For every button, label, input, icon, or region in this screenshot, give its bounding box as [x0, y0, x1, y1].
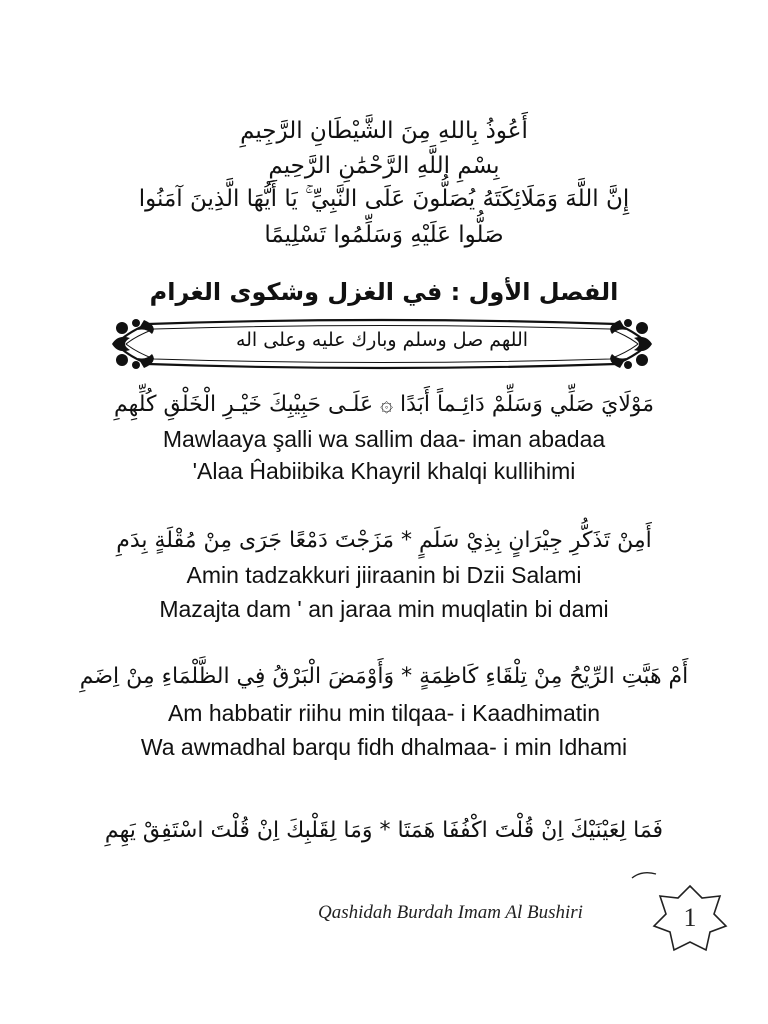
taawudh-line: أَعُوذُ بِاللهِ مِنَ الشَّيْطَانِ الرَّجِيمِ	[240, 118, 528, 144]
ayah-line-2: صَلُّوا عَلَيْهِ وَسَلِّمُوا تَسْلِيمًا	[264, 222, 504, 248]
footer-title: Qashidah Burdah Imam Al Bushiri	[318, 902, 583, 923]
chapter-title: الفصل الأول : في الغزل وشكوى الغرام	[149, 278, 619, 306]
verse-3-latin-1: Am habbatir riihu min tilqaa- i Kaadhimatin	[167, 700, 601, 726]
verse-2-latin-1: Amin tadzakkuri jiiraanin bi Dzii Salami	[186, 562, 582, 588]
verse-4-arabic: فَمَا لِعَيْنَيْكَ اِنْ قُلْتَ اكْفُفَا هَمَتَا * وَمَا لِقَلْبِكَ اِنْ قُلْتَ اسْتَفِقْ يَهِمِ	[104, 818, 664, 843]
verse-1-latin-2: 'Alaa Ĥabiibika Khayril khalqi kullihimi	[192, 458, 576, 484]
ayah-line-1: إِنَّ اللَّهَ وَمَلَائِكَتَهُ يُصَلُّونَ عَلَى النَّبِيِّ ۚ يَا أَيُّهَا الَّذِينَ آمَنُوا	[138, 186, 630, 212]
verse-1-arabic: مَوْلَايَ صَلِّي وَسَلِّمْ دَائِـماً أَبَدًا ۞ عَلَـى حَبِيْبِكَ خَيْـرِ الْخَلْقِ كُلِّهِمِ	[113, 392, 655, 417]
verse-3-latin-2: Wa awmadhal barqu fidh dhalmaa- i min Idhami	[140, 734, 628, 760]
verse-2-arabic: أَمِنْ تَذَكُّرِ جِيْرَانٍ بِذِيْ سَلَمٍ * مَزَجْتَ دَمْعًا جَرَى مِنْ مُقْلَةٍ بِدَمِ	[116, 528, 652, 553]
flourish-mark-icon	[630, 868, 660, 882]
salawat-banner	[108, 318, 656, 370]
banner-text: اللهم صل وسلم وبارك عليه وعلى اله	[235, 329, 529, 351]
verse-3-arabic: أَمْ هَبَّتِ الرِّيْحُ مِنْ تِلْقَاءِ كَاظِمَةٍ * وَأَوْمَضَ الْبَرْقُ فِي الظَّلْمَاءِ مِنْ اِضَمِ	[79, 664, 689, 689]
verse-1-latin-1: Mawlaaya şalli wa sallim daa- iman abadaa	[162, 426, 606, 452]
page-number: 1	[683, 903, 697, 932]
basmala-line: بِسْمِ اللَّهِ الرَّحْمَٰنِ الرَّحِيمِ	[268, 153, 500, 179]
verse-2-latin-2: Mazajta dam ' an jaraa min muqlatin bi dami	[159, 596, 609, 622]
page-number-badge	[652, 884, 728, 954]
